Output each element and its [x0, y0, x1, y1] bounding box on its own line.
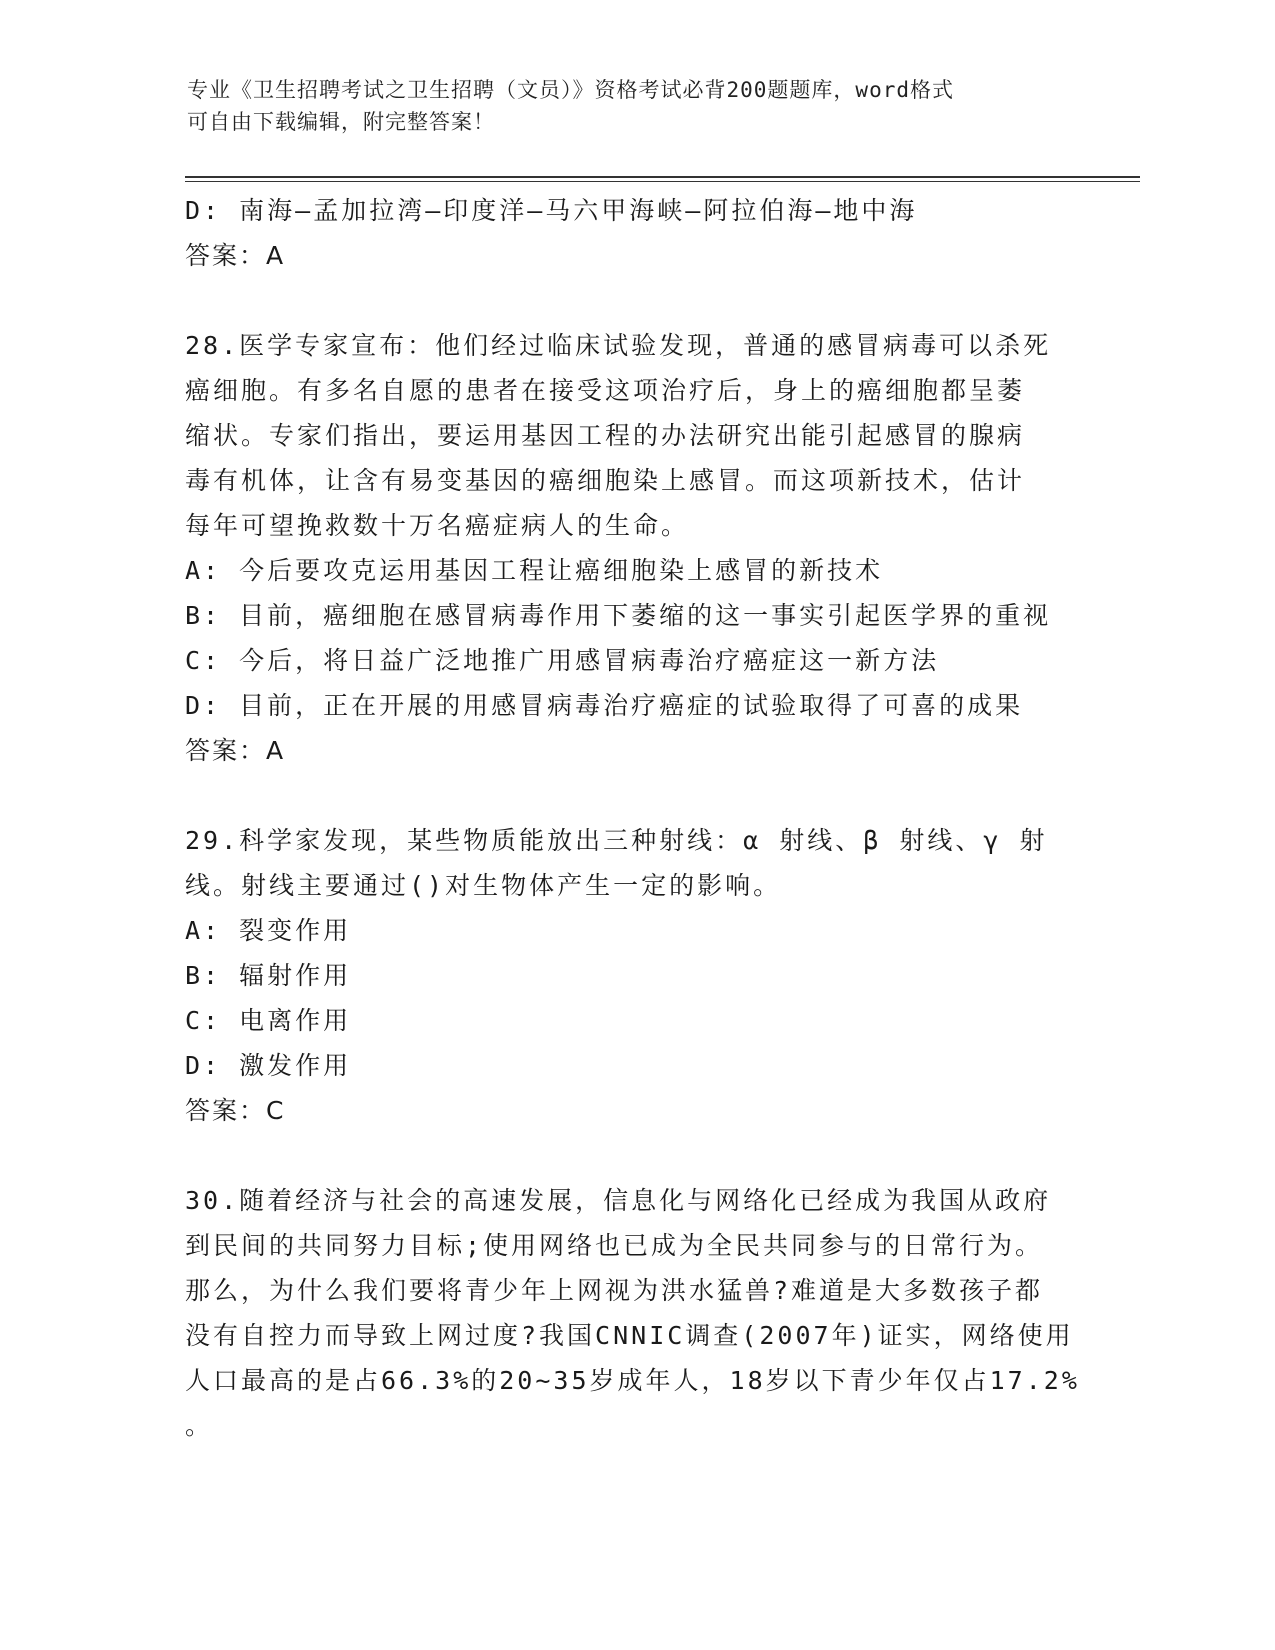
question-stem-line: 28.医学专家宣布：他们经过临床试验发现，普通的感冒病毒可以杀死	[185, 331, 1052, 360]
option-d: D: 目前，正在开展的用感冒病毒治疗癌症的试验取得了可喜的成果	[185, 691, 1024, 720]
option-d: D: 南海—孟加拉湾—印度洋—马六甲海峡—阿拉伯海—地中海	[185, 196, 918, 225]
question-29	[185, 818, 1085, 1133]
document-body	[185, 188, 1085, 1448]
answer-line: 答案：C	[185, 1096, 286, 1125]
question-stem-line: 。	[185, 1411, 214, 1440]
question-stem-line: 到民间的共同努力目标;使用网络也已成为全民共同参与的日常行为。	[185, 1231, 1044, 1260]
question-28	[185, 323, 1085, 773]
question-stem-line: 30.随着经济与社会的高速发展，信息化与网络化已经成为我国从政府	[185, 1186, 1052, 1215]
option-a: A: 今后要攻克运用基因工程让癌细胞染上感冒的新技术	[185, 556, 884, 585]
question-stem-line: 缩状。专家们指出，要运用基因工程的办法研究出能引起感冒的腺病	[185, 421, 1026, 450]
question-stem-line: 29.科学家发现，某些物质能放出三种射线：α 射线、β 射线、γ 射	[185, 826, 1048, 855]
header-title-line-2: 可自由下载编辑，附完整答案！	[187, 110, 495, 134]
question-stem-line: 毒有机体，让含有易变基因的癌细胞染上感冒。而这项新技术，估计	[185, 466, 1026, 495]
question-30	[185, 1178, 1085, 1448]
question-stem-line: 癌细胞。有多名自愿的患者在接受这项治疗后，身上的癌细胞都呈萎	[185, 376, 1026, 405]
option-a: A: 裂变作用	[185, 916, 352, 945]
header-title-line-1: 专业《卫生招聘考试之卫生招聘（文员）》资格考试必背200题题库，word格式	[187, 78, 954, 102]
option-b: B: 辐射作用	[185, 961, 352, 990]
option-d: D: 激发作用	[185, 1051, 352, 1080]
question-stem-line: 线。射线主要通过()对生物体产生一定的影响。	[185, 871, 782, 900]
question-stem-line: 人口最高的是占66.3%的20~35岁成年人，18岁以下青少年仅占17.2%	[185, 1366, 1080, 1395]
option-b: B: 目前，癌细胞在感冒病毒作用下萎缩的这一事实引起医学界的重视	[185, 601, 1052, 630]
answer-line: 答案：A	[185, 736, 286, 765]
option-c: C: 电离作用	[185, 1006, 352, 1035]
document-header	[187, 74, 1087, 138]
question-stem-line: 每年可望挽救数十万名癌症病人的生命。	[185, 511, 690, 540]
header-divider-thin	[185, 181, 1140, 182]
answer-line: 答案：A	[185, 241, 286, 270]
option-c: C: 今后，将日益广泛地推广用感冒病毒治疗癌症这一新方法	[185, 646, 940, 675]
carryover-block	[185, 188, 1085, 278]
question-stem-line: 那么，为什么我们要将青少年上网视为洪水猛兽?难道是大多数孩子都	[185, 1276, 1044, 1305]
question-stem-line: 没有自控力而导致上网过度?我国CNNIC调查(2007年)证实，网络使用	[185, 1321, 1074, 1350]
header-divider-thick	[185, 176, 1140, 178]
